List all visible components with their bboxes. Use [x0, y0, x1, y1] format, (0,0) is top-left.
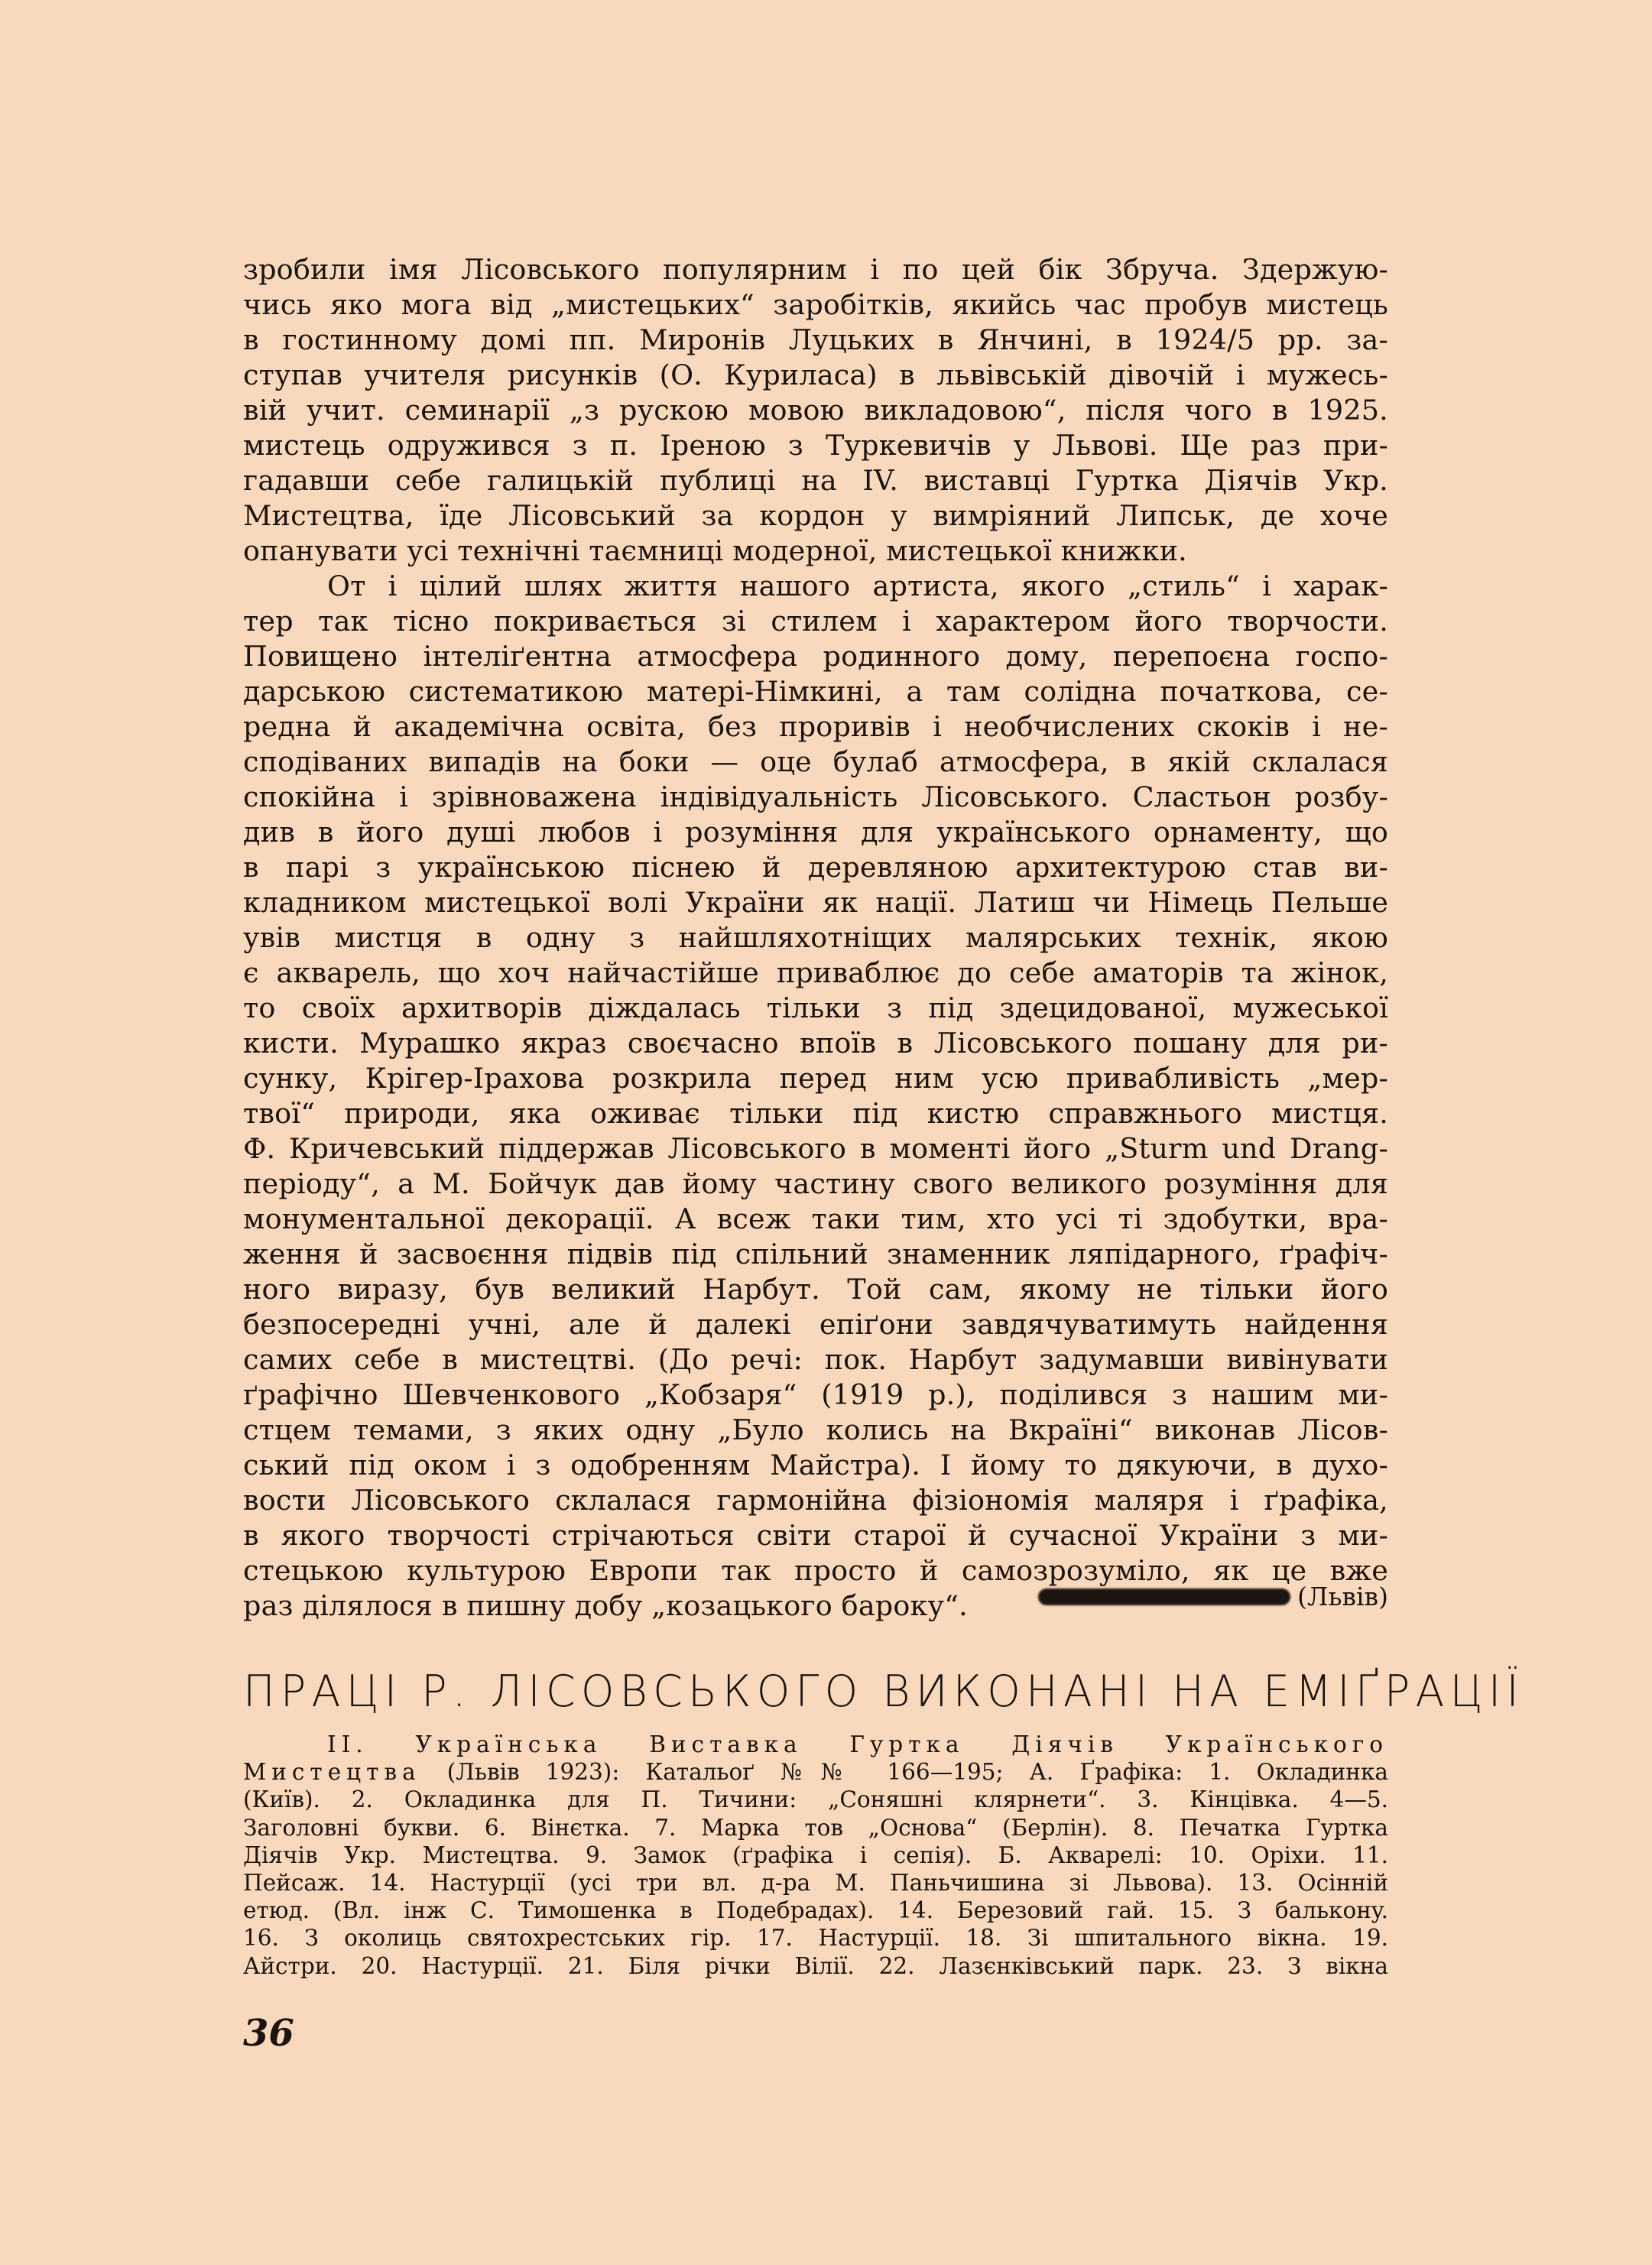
- text-line: ступав учителя рисунків (О. Куриласа) в львівській дівочій і мужесь-: [243, 359, 1388, 391]
- text-line: редна й академічна освіта, без проривів і необчислених скоків і не-: [243, 710, 1388, 743]
- paragraph-1: [243, 252, 1388, 569]
- text-line: твої“ природи, яка оживає тільки під кистю справжнього мистця.: [243, 1097, 1388, 1130]
- catalog-list: [243, 1731, 1388, 1980]
- text-line: чись яко мога від „мистецьких“ заробітків, якийсь час пробув мистець: [243, 288, 1388, 321]
- text-line: вости Лісовського склалася гармонійна фізіономія маляря і ґрафіка,: [243, 1484, 1388, 1517]
- text-line: в гостинному домі пп. Миронів Луцьких в Янчині, в 1924/5 рр. за-: [243, 323, 1388, 356]
- text-line: зробили імя Лісовського популярним і по цей бік Збруча. Здержую-: [243, 253, 1388, 286]
- text-line: стцем темами, з яких одну „Було колись на Вкраїні“ виконав Лісов-: [243, 1413, 1388, 1446]
- text-line: гадавши себе галицькій публиці на IV. виставці Гуртка Діячів Укр.: [243, 464, 1388, 497]
- text-line: мистець одружився з п. Іреною з Туркевичів у Львові. Ще раз при-: [243, 429, 1388, 462]
- text-line: стецькою культурою Европи так просто й самозрозуміло, як це вже: [243, 1554, 1388, 1587]
- catalog-line: Пейсаж. 14. Настурції (усі три вл. д-ра М. Паньчишина зі Львова). 13. Осінній: [243, 1870, 1388, 1897]
- text-line: вій учит. семинарії „з рускою мовою викладовою“, після чого в 1925.: [243, 394, 1388, 427]
- text-line: є акварель, що хоч найчастійше приваблює до себе аматорів та жінок,: [243, 956, 1388, 989]
- catalog-line: Айстри. 20. Настурції. 21. Біля річки Вілії. 22. Лазєнківський парк. 23. З вікна: [243, 1952, 1388, 1979]
- text-line: безпосередні учні, але й далекі епіґони завдячуватимуть найдення: [243, 1308, 1388, 1341]
- text-line: увів мистця в одну з найшляхотніщих малярських технік, якою: [243, 921, 1388, 954]
- catalog-line: Діячів Укр. Мистецтва. 9. Замок (ґрафіка і сепія). Б. Акварелі: 10. Оріхи. 11.: [243, 1842, 1388, 1868]
- text-line: сунку, Крігер-Ірахова розкрила перед ним усю привабливість „мер-: [243, 1062, 1388, 1095]
- redacted-author-name: [1038, 1588, 1290, 1605]
- exhibition-name-cont: Мистецтва: [243, 1759, 421, 1786]
- main-text: [243, 252, 1388, 1624]
- catalog-line: Заголовні букви. 6. Вінєтка. 7. Марка тов „Основа“ (Берлін). 8. Печатка Гуртка: [243, 1814, 1388, 1841]
- catalog-line: [243, 1731, 1388, 1758]
- text-line: в парі з українською піснею й деревляною архитектурою став ви-: [243, 851, 1388, 884]
- text-line: ґрафічно Шевченкового „Кобзаря“ (1919 р.), поділився з нашим ми-: [243, 1378, 1388, 1411]
- text-line: ного виразу, був великий Нарбут. Той сам, якому не тільки його: [243, 1273, 1388, 1306]
- catalog-line: (Київ). 2. Окладинка для П. Тичини: „Соняшні клярнети“. 3. Кінцівка. 4—5.: [243, 1786, 1388, 1813]
- signature-city: (Львів): [1297, 1582, 1388, 1611]
- text-line: тер так тісно покривається зі стилем і характером його творчости.: [243, 605, 1388, 638]
- section-heading: ПРАЦІ Р. ЛІСОВСЬКОГО ВИКОНАНІ НА ЕМІҐРАЦІЇ: [243, 1666, 1525, 1717]
- text-line: ження й засвоєння підвів під спільний знаменник ляпідарного, ґрафіч-: [243, 1238, 1388, 1270]
- text-line: дарською систематикою матері-Німкині, а там солідна початкова, се-: [243, 675, 1388, 708]
- page-number: 36: [243, 2012, 294, 2055]
- text-line: опанувати усі технічні таємниці модерної, мистецької книжки.: [243, 534, 1187, 567]
- text-line: кисти. Мурашко якраз своєчасно впоїв в Лісовського пошану для ри-: [243, 1027, 1388, 1059]
- catalog-line: етюд. (Вл. інж С. Тимошенка в Подебрадах). 14. Березовий гай. 15. З бальконy.: [243, 1897, 1388, 1924]
- text-line: Мистецтва, їде Лісовський за кордон у вимріяний Липськ, де хоче: [243, 499, 1388, 532]
- text-line: кладником мистецької волі України як нації. Латиш чи Німець Пельше: [243, 886, 1388, 919]
- text-line: то своїх архитворів діждалась тільки з під здецидованої, мужеської: [243, 991, 1388, 1024]
- text-line: самих себе в мистецтві. (До речі: пок. Нарбут задумавши вивінувати: [243, 1343, 1388, 1376]
- text-line: монументальної декорації. А всеж таки тим, хто усі ті здобутки, вра-: [243, 1202, 1388, 1235]
- text-line: спокійна і зрівноважена індівідуальність Лісовського. Сластьон розбу-: [243, 780, 1388, 813]
- text-line: Ф. Кричевський піддержав Лісовського в моменті його „Sturm und Drang-: [243, 1132, 1388, 1165]
- text-line: От і цілий шлях життя нашого артиста, якого „стиль“ і харак-: [327, 569, 1388, 602]
- text-line: ський під оком і з одобренням Майстра). І йому то дякуючи, в духо-: [243, 1449, 1388, 1481]
- catalog-line: [243, 1758, 1388, 1786]
- text-line: раз ділялося в пишну добу „козацького бароку“.: [243, 1589, 968, 1622]
- author-signature: [243, 1581, 1388, 1613]
- exhibition-name: II. Українська Виставка Гуртка Діячів Українського: [327, 1731, 1388, 1757]
- text-line: періоду“, а М. Бойчук дав йому частину свого великого розуміння для: [243, 1167, 1388, 1200]
- text-line: див в його душі любов і розуміння для українського орнаменту, що: [243, 816, 1388, 849]
- text-line: сподіваних випадів на боки — оце булаб атмосфера, в якій склалася: [243, 745, 1388, 778]
- text-line: Повищено інтеліґентна атмосфера родинного дому, перепоєна госпо-: [243, 640, 1388, 673]
- catalog-line: 16. З околиць святохрестських гір. 17. Настурції. 18. Зі шпитального вікна. 19.: [243, 1925, 1388, 1952]
- catalog-text: (Львів 1923): Катальоґ №№ 166—195; А. Ґрафіка: 1. Окладинка: [446, 1759, 1388, 1786]
- paragraph-2: [243, 569, 1388, 1624]
- text-line: в якого творчості стрічаються світи старої й сучасної України з ми-: [243, 1519, 1388, 1552]
